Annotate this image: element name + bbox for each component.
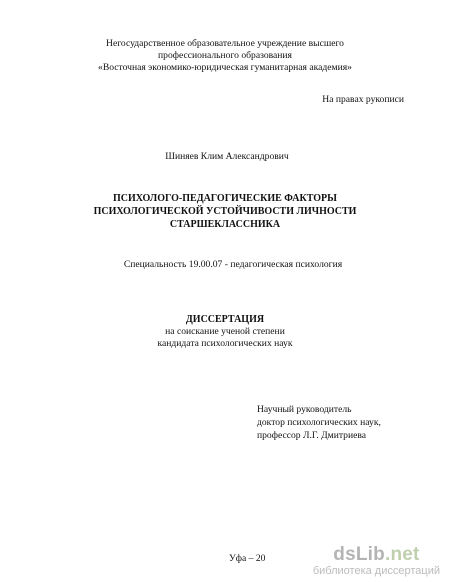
degree-line-2: кандидата психологических наук — [157, 338, 293, 349]
institution-line-1: Негосударственное образовательное учреждение высшего — [106, 38, 344, 49]
dissertation-title — [0, 192, 450, 231]
author-name: Шиняев Клим Александрович — [165, 151, 289, 162]
city-year: Уфа – 20 — [229, 553, 266, 564]
title-line-1: ПСИХОЛОГО-ПЕДАГОГИЧЕСКИЕ ФАКТОРЫ — [113, 193, 337, 204]
institution-line-3: «Восточная экономико-юридическая гуманитарная академия» — [98, 62, 352, 73]
supervisor-line-1: Научный руководитель — [257, 404, 352, 415]
watermark-logo — [313, 545, 440, 565]
dissertation-heading: ДИССЕРТАЦИЯ — [185, 314, 265, 325]
supervisor-line-2: доктор психологических наук, — [257, 417, 381, 428]
degree-line-1: на соискание ученой степени — [165, 326, 285, 337]
title-line-2: ПСИХОЛОГИЧЕСКОЙ УСТОЙЧИВОСТИ ЛИЧНОСТИ — [93, 206, 357, 217]
title-line-3: СТАРШЕКЛАССНИКА — [169, 219, 281, 230]
degree-description — [0, 326, 450, 350]
institution-line-2: профессионального образования — [158, 50, 292, 61]
supervisor-line-3: профессор Л.Г. Дмитриева — [257, 430, 367, 441]
dslib-watermark — [313, 545, 440, 578]
watermark-logo-accent: .net — [384, 544, 420, 565]
institution-header — [0, 38, 450, 74]
specialty: Специальность 19.00.07 - педагогическая психология — [123, 259, 343, 270]
watermark-subtitle: библиотека диссертаций — [312, 565, 440, 577]
supervisor-block — [257, 403, 381, 442]
watermark-logo-main: dsLib — [333, 544, 385, 565]
manuscript-note: На правах рукописи — [322, 94, 404, 105]
